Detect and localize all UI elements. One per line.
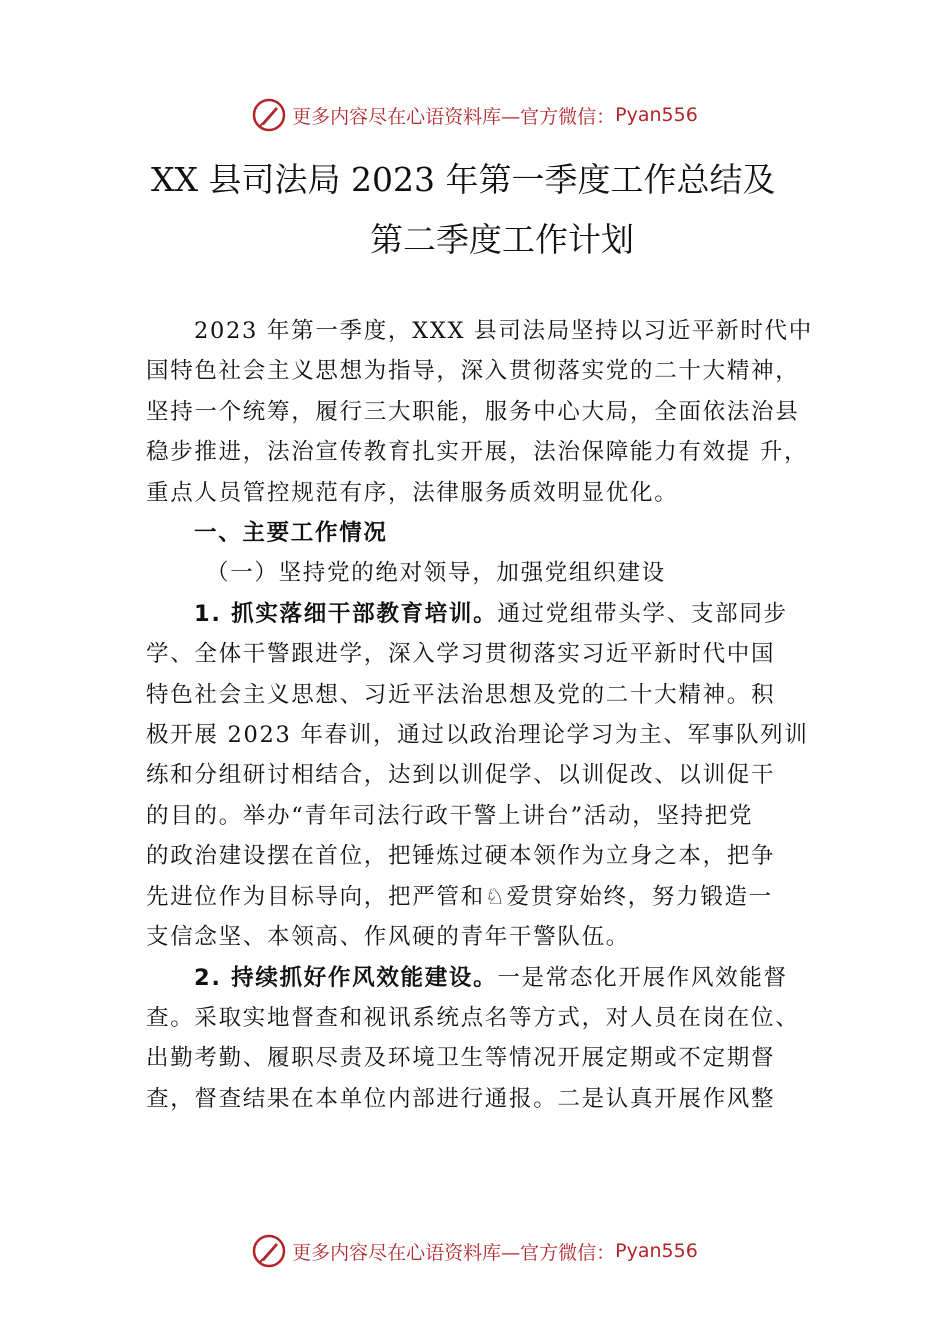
banner-wechat-id: Pyan556 (615, 1240, 698, 1262)
header-banner (0, 93, 950, 137)
document-title-line-2: 第二季度工作计划 (370, 220, 634, 259)
paragraph-line: 查，督查结果在本单位内部进行通报。二是认真开展作风整 (146, 1085, 776, 1112)
paragraph-line: 先进位作为目标导向，把严管和♘爱贯穿始终，努力锻造一 (146, 883, 773, 910)
quill-logo-icon (252, 98, 286, 132)
item-lead: 2. 持续抓好作风效能建设。 (194, 964, 498, 991)
paragraph-line: 国特色社会主义思想为指导，深入贯彻落实党的二十大精神， (146, 358, 800, 385)
paragraph-line (146, 958, 836, 998)
paragraph-line: 坚持一个统筹，履行三大职能，服务中心大局，全面依法治县 (146, 398, 800, 425)
paragraph-line: 支信念坚、本领高、作风硬的青年干警队伍。 (146, 924, 631, 951)
intro-paragraph (146, 311, 836, 513)
item-lead: 1. 抓实落细干部教育培训。 (194, 600, 498, 627)
item-paragraph (146, 594, 836, 958)
banner-text: 更多内容尽在心语资料库—官方微信： (292, 1241, 616, 1264)
item-lead-rest: 一是常态化开展作风效能督 (497, 964, 788, 991)
document-title-line-1: XX 县司法局 2023 年第一季度工作总结及 (151, 160, 776, 199)
paragraph-line: 学、全体干警跟进学，深入学习贯彻落实习近平新时代中国 (146, 641, 776, 668)
item-lead-rest: 通过党组带头学、支部同步 (497, 600, 788, 627)
subsection-heading: （一）坚持党的绝对领导，加强党组织建设 (206, 560, 666, 587)
paragraph-line: 出勤考勤、履职尽责及环境卫生等情况开展定期或不定期督 (146, 1045, 776, 1072)
item-paragraph (146, 958, 836, 1120)
banner-wechat-id: Pyan556 (615, 104, 698, 126)
paragraph-line: 极开展 2023 年春训，通过以政治理论学习为主、军事队列训 (146, 722, 809, 749)
paragraph-line: 查。采取实地督查和视讯系统点名等方式，对人员在岗在位、 (146, 1004, 800, 1031)
paragraph-line: 练和分组研讨相结合，达到以训促学、以训促改、以训促干 (146, 762, 776, 789)
paragraph-line: 的目的。举办“青年司法行政干警上讲台”活动，坚持把党 (146, 802, 754, 829)
paragraph-line: 稳步推进，法治宣传教育扎实开展，法治保障能力有效提 升， (146, 439, 809, 466)
paragraph-line: 2023 年第一季度，XXX 县司法局坚持以习近平新时代中 (194, 318, 813, 344)
document-body (146, 311, 836, 1119)
section-heading: 一、主要工作情况 (194, 520, 388, 547)
paragraph-line: 的政治建设摆在首位，把锤炼过硬本领作为立身之本，把争 (146, 843, 776, 870)
footer-banner (0, 1229, 950, 1273)
quill-logo-icon (252, 1234, 286, 1268)
paragraph-line: 重点人员管控规范有序，法律服务质效明显优化。 (146, 479, 679, 506)
banner-text: 更多内容尽在心语资料库—官方微信： (292, 105, 616, 128)
paragraph-line: 特色社会主义思想、习近平法治思想及党的二十大精神。积 (146, 681, 776, 708)
paragraph-line (146, 594, 836, 634)
